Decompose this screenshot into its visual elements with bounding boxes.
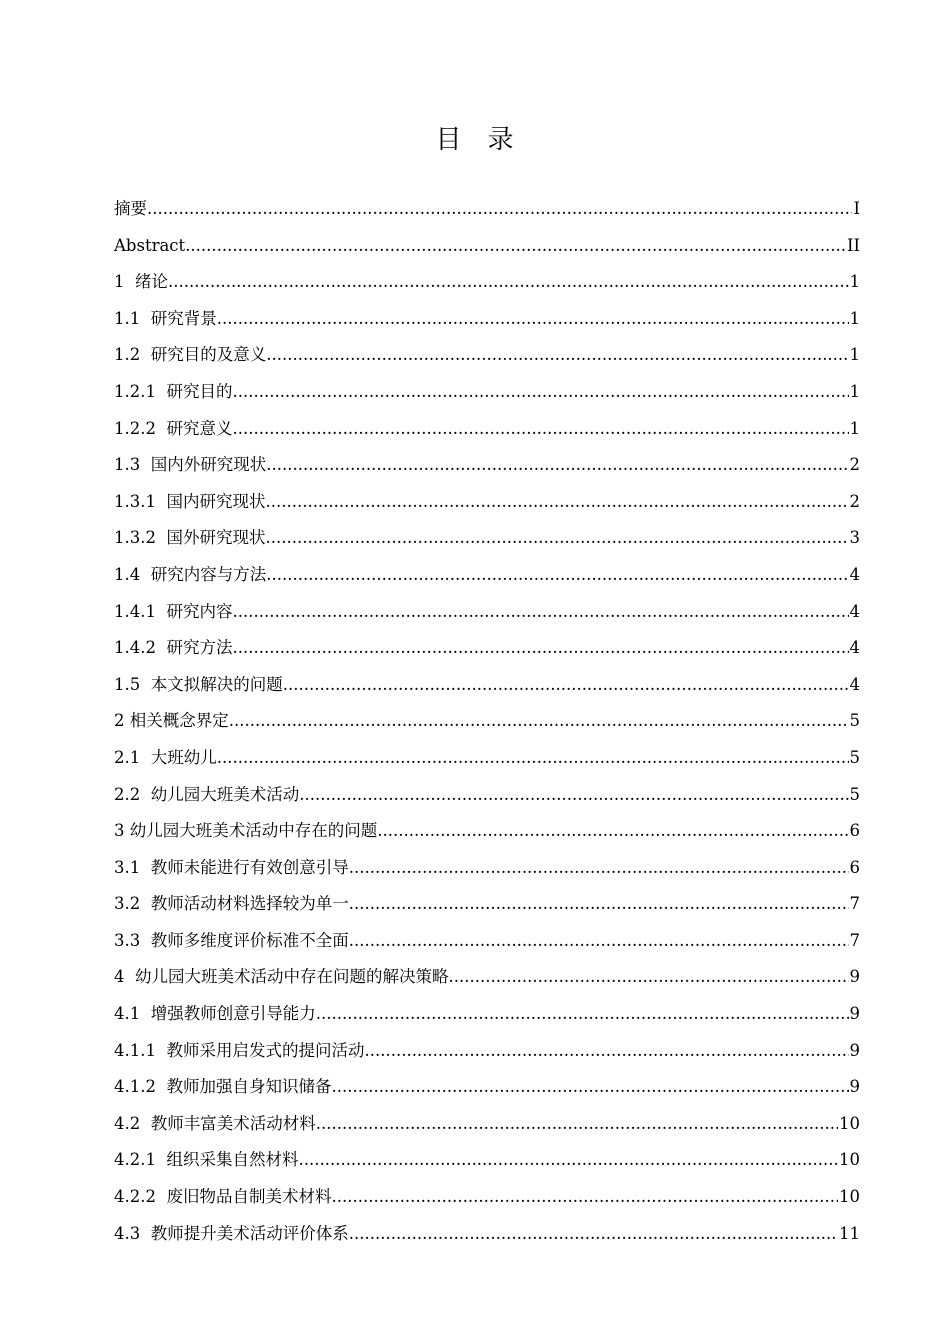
toc-entry-label: 4.2 教师丰富美术活动材料: [114, 1113, 316, 1133]
toc-dot-leader: [232, 635, 848, 661]
toc-entry-label: 1.4.1 研究内容: [114, 601, 233, 621]
toc-dot-leader: [283, 672, 849, 698]
toc-entry-page-number: 9: [849, 1077, 860, 1097]
toc-dot-leader: [185, 233, 846, 259]
toc-dot-leader: [217, 306, 849, 332]
toc-entry[interactable]: [114, 306, 860, 343]
toc-entry-label: 3.1 教师未能进行有效创意引导: [114, 857, 349, 877]
toc-entry[interactable]: [114, 599, 860, 636]
toc-dot-leader: [316, 1111, 838, 1137]
toc-entry-page-number: 4: [849, 564, 860, 584]
toc-entry-label: 1.2.2 研究意义: [114, 418, 233, 438]
toc-entry-page-number: 10: [839, 1113, 860, 1133]
toc-entry[interactable]: [114, 964, 860, 1001]
toc-dot-leader: [331, 1074, 848, 1100]
toc-entry[interactable]: [114, 745, 860, 782]
toc-entry[interactable]: [114, 1111, 860, 1148]
toc-dot-leader: [265, 489, 848, 515]
toc-entry-label: 4.1 增强教师创意引导能力: [114, 1004, 316, 1024]
toc-entry[interactable]: [114, 1147, 860, 1184]
toc-entry-page-number: 9: [849, 1040, 860, 1060]
toc-entry[interactable]: [114, 416, 860, 453]
toc-entry-page-number: 4: [849, 674, 860, 694]
toc-entry-page-number: 6: [849, 821, 860, 841]
toc-dot-leader: [316, 1001, 849, 1027]
toc-entry-label: 1.3 国内外研究现状: [114, 455, 267, 475]
toc-dot-leader: [377, 818, 848, 844]
toc-entry-label: 1.4 研究内容与方法: [114, 564, 267, 584]
toc-entry-page-number: 7: [849, 930, 860, 950]
toc-entry-label: 1.3.2 国外研究现状: [114, 528, 266, 548]
toc-dot-leader: [232, 379, 848, 405]
toc-entry[interactable]: [114, 1074, 860, 1111]
toc-entry-page-number: 1: [849, 381, 860, 401]
toc-entry-page-number: II: [846, 235, 860, 255]
toc-entry-page-number: 10: [839, 1187, 860, 1207]
toc-entry-label: 3.2 教师活动材料选择较为单一: [114, 894, 349, 914]
toc-entry[interactable]: [114, 379, 860, 416]
toc-entry-label: 4 幼儿园大班美术活动中存在问题的解决策略: [114, 967, 449, 987]
toc-entry[interactable]: [114, 891, 860, 928]
toc-entry-label: 4.3 教师提升美术活动评价体系: [114, 1223, 349, 1243]
toc-entry-label: 1.3.1 国内研究现状: [114, 491, 266, 511]
toc-entry-label: 2.2 幼儿园大班美术活动: [114, 784, 300, 804]
page-title: 目录: [435, 125, 540, 155]
toc-entry-label: 1.4.2 研究方法: [114, 638, 233, 658]
toc-entry-label: Abstract: [114, 235, 186, 255]
toc-entry[interactable]: [114, 452, 860, 489]
toc-dot-leader: [266, 342, 848, 368]
toc-dot-leader: [168, 269, 849, 295]
toc-entry[interactable]: [114, 525, 860, 562]
toc-entry[interactable]: [114, 782, 860, 819]
toc-entry[interactable]: [114, 635, 860, 672]
toc-entry-label: 4.2.1 组织采集自然材料: [114, 1150, 299, 1170]
toc-dot-leader: [298, 1147, 838, 1173]
toc-entry-page-number: 3: [849, 528, 860, 548]
toc-entry-page-number: 1: [849, 345, 860, 365]
toc-entry-page-number: 2: [849, 455, 860, 475]
toc-entry[interactable]: [114, 708, 860, 745]
toc-entry-page-number: 1: [849, 418, 860, 438]
toc-entry-label: 4.2.2 废旧物品自制美术材料: [114, 1187, 332, 1207]
toc-entry[interactable]: [114, 1221, 860, 1258]
toc-entry[interactable]: [114, 1038, 860, 1075]
toc-entry[interactable]: [114, 1184, 860, 1221]
toc-entry-label: 1 绪论: [114, 272, 168, 292]
toc-entry-page-number: 4: [849, 638, 860, 658]
toc-entry-page-number: 5: [849, 711, 860, 731]
toc-entry[interactable]: [114, 1001, 860, 1038]
toc-dot-leader: [266, 452, 848, 478]
toc-dot-leader: [147, 196, 852, 222]
toc-dot-leader: [232, 599, 848, 625]
toc-dot-leader: [331, 1184, 838, 1210]
toc-dot-leader: [349, 1221, 838, 1247]
toc-entry-page-number: 6: [849, 857, 860, 877]
toc-entry[interactable]: [114, 233, 860, 270]
toc-entry-label: 3 幼儿园大班美术活动中存在的问题: [114, 821, 378, 841]
toc-entry[interactable]: [114, 672, 860, 709]
toc-entry-page-number: I: [853, 199, 860, 218]
toc-entry[interactable]: [114, 855, 860, 892]
toc-entry-label: 摘要: [114, 199, 147, 218]
toc-entry-page-number: 5: [849, 784, 860, 804]
toc-entry-page-number: 5: [849, 747, 860, 767]
toc-entry-label: 1.2 研究目的及意义: [114, 345, 267, 365]
toc-entry-label: 4.1.1 教师采用启发式的提问活动: [114, 1040, 365, 1060]
toc-dot-leader: [349, 891, 849, 917]
toc-dot-leader: [232, 416, 848, 442]
toc-dot-leader: [449, 964, 849, 990]
toc-entry[interactable]: [114, 928, 860, 965]
toc-entry-label: 2 相关概念界定: [114, 711, 229, 731]
toc-entry-page-number: 9: [849, 967, 860, 987]
toc-entry-page-number: 1: [849, 272, 860, 292]
toc-entry[interactable]: [114, 562, 860, 599]
toc-dot-leader: [299, 782, 848, 808]
toc-entry-page-number: 2: [849, 491, 860, 511]
toc-entry-page-number: 10: [839, 1150, 860, 1170]
toc-entry-page-number: 4: [849, 601, 860, 621]
toc-entry-page-number: 9: [849, 1004, 860, 1024]
toc-entry-page-number: 1: [849, 308, 860, 328]
toc-entry[interactable]: [114, 269, 860, 306]
toc-entry-label: 1.1 研究背景: [114, 308, 217, 328]
toc-entry-label: 4.1.2 教师加强自身知识储备: [114, 1077, 332, 1097]
toc-entry-label: 3.3 教师多维度评价标准不全面: [114, 930, 349, 950]
toc-dot-leader: [364, 1038, 848, 1064]
toc-dot-leader: [349, 855, 849, 881]
toc-dot-leader: [266, 562, 848, 588]
toc-entry[interactable]: [114, 196, 860, 233]
toc-dot-leader: [265, 525, 848, 551]
toc-entry-label: 1.2.1 研究目的: [114, 381, 233, 401]
toc-entry-label: 1.5 本文拟解决的问题: [114, 674, 283, 694]
toc-entry[interactable]: [114, 489, 860, 526]
toc-entry[interactable]: [114, 818, 860, 855]
toc-dot-leader: [229, 708, 849, 734]
toc-entry-page-number: 11: [839, 1223, 860, 1243]
toc-entry-page-number: 7: [849, 894, 860, 914]
toc-dot-leader: [349, 928, 849, 954]
toc-list: [114, 196, 860, 1257]
toc-entry-label: 2.1 大班幼儿: [114, 747, 217, 767]
toc-entry[interactable]: [114, 342, 860, 379]
toc-dot-leader: [217, 745, 849, 771]
